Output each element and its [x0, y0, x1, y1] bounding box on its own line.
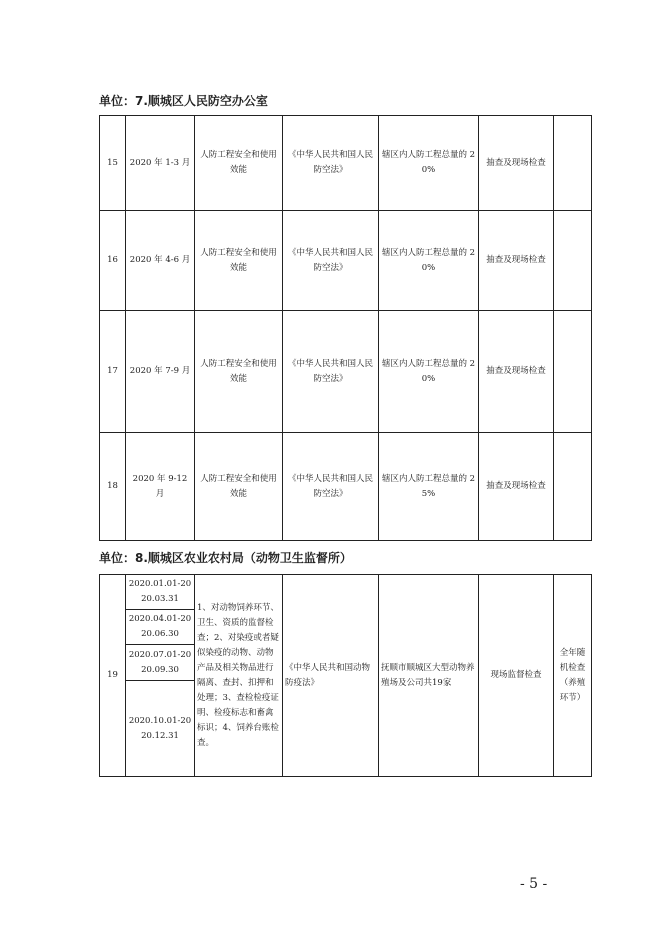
- item: 人防工程安全和使用效能: [195, 311, 283, 433]
- period: 2020.04.01-2020.06.30: [126, 610, 195, 645]
- section-title: 单位：7.顺城区人民防空办公室: [99, 94, 268, 108]
- basis: 《中华人民共和国动物防疫法》: [283, 575, 379, 777]
- row-number: 15: [100, 116, 126, 211]
- note: 全年随机检查（养殖环节）: [554, 575, 592, 777]
- scope: 辖区内人防工程总量的 20%: [379, 311, 479, 433]
- note: [554, 211, 592, 311]
- section-title: 单位：8.顺城区农业农村局（动物卫生监督所）: [99, 551, 352, 565]
- method: 抽查及现场检查: [479, 116, 554, 211]
- period: 2020 年 1-3 月: [126, 116, 195, 211]
- period: 2020 年 4-6 月: [126, 211, 195, 311]
- scope: 辖区内人防工程总量的 25%: [379, 433, 479, 541]
- inspection-table-civil-defense: [99, 115, 592, 541]
- inspection-table-agriculture: [99, 574, 592, 777]
- table-row: [100, 575, 592, 610]
- table-row: [100, 211, 592, 311]
- scope: 辖区内人防工程总量的 20%: [379, 211, 479, 311]
- table-row: [100, 433, 592, 541]
- method: 抽查及现场检查: [479, 433, 554, 541]
- table-row: [100, 311, 592, 433]
- basis: 《中华人民共和国人民防空法》: [283, 433, 379, 541]
- row-number: 16: [100, 211, 126, 311]
- period: 2020.07.01-2020.09.30: [126, 645, 195, 681]
- basis: 《中华人民共和国人民防空法》: [283, 211, 379, 311]
- method: 抽查及现场检查: [479, 211, 554, 311]
- item: 人防工程安全和使用效能: [195, 433, 283, 541]
- page-number: - 5 -: [520, 876, 548, 892]
- basis: 《中华人民共和国人民防空法》: [283, 311, 379, 433]
- item: 人防工程安全和使用效能: [195, 116, 283, 211]
- table-row: [100, 116, 592, 211]
- period: 2020 年 9-12 月: [126, 433, 195, 541]
- period: 2020 年 7-9 月: [126, 311, 195, 433]
- period: 2020.10.01-2020.12.31: [126, 681, 195, 777]
- row-number: 18: [100, 433, 126, 541]
- item: 1、对动物饲养环节、卫生、资质的监督检查；2、对染疫或者疑似染疫的动物、动物产品及相关物品进行隔离、查封、扣押和处理；3、查检检疫证明、检疫标志和畜禽标识；4、饲养台账检查。: [195, 575, 283, 777]
- item: 人防工程安全和使用效能: [195, 211, 283, 311]
- row-number: 17: [100, 311, 126, 433]
- method: 现场监督检查: [479, 575, 554, 777]
- row-number: 19: [100, 575, 126, 777]
- scope: 抚顺市顺城区大型动物养殖场及公司共19家: [379, 575, 479, 777]
- scope: 辖区内人防工程总量的 20%: [379, 116, 479, 211]
- period: 2020.01.01-2020.03.31: [126, 575, 195, 610]
- method: 抽查及现场检查: [479, 311, 554, 433]
- basis: 《中华人民共和国人民防空法》: [283, 116, 379, 211]
- note: [554, 311, 592, 433]
- note: [554, 433, 592, 541]
- note: [554, 116, 592, 211]
